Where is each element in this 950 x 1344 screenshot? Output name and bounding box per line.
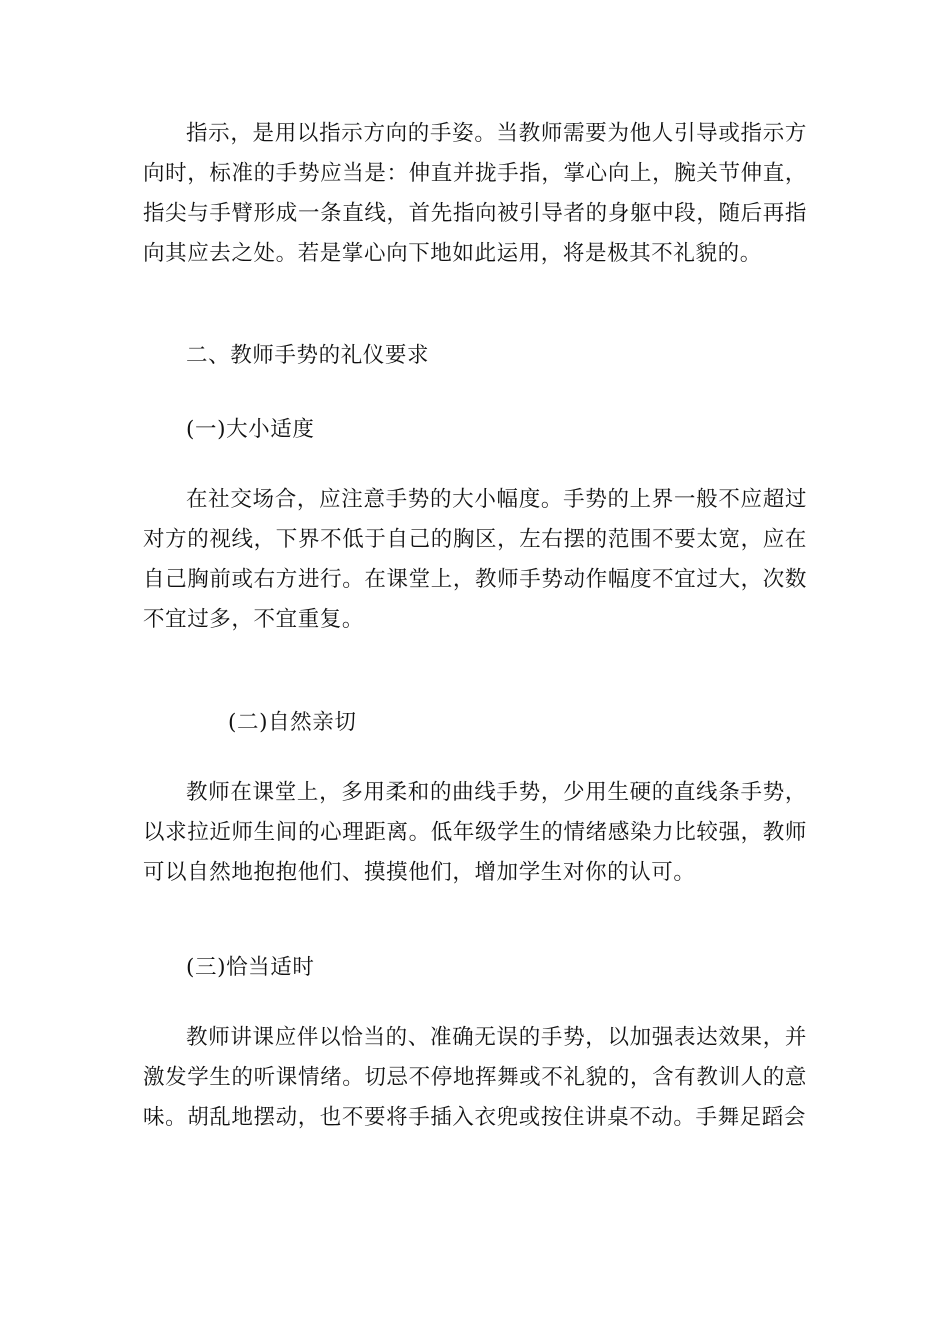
- subheading-appropriate-size: (一)大小适度: [186, 417, 315, 442]
- subheading-timely-appropriate: (三)恰当适时: [186, 955, 315, 980]
- paragraph-pointing-gesture: 指示，是用以指示方向的手姿。当教师需要为他人引导或指示方向时，标准的手势应当是：伸直并拢手指，掌心向上，腕关节伸直，指尖与手臂形成一条直线，首先指向被引导者的身躯中段，随后再指向其应去之处。若是掌心向下地如此运用，将是极其不礼貌的。: [143, 121, 807, 266]
- section-heading-teacher-gesture-etiquette: 二、教师手势的礼仪要求: [186, 343, 430, 368]
- paragraph-appropriate-size: 在社交场合，应注意手势的大小幅度。手势的上界一般不应超过对方的视线，下界不低于自己的胸区，左右摆的范围不要太宽，应在自己胸前或右方进行。在课堂上，教师手势动作幅度不宜过大，次数不宜过多，不宜重复。: [143, 487, 807, 632]
- subheading-natural-friendly: (二)自然亲切: [228, 710, 357, 735]
- paragraph-timely-appropriate: 教师讲课应伴以恰当的、准确无误的手势，以加强表达效果，并激发学生的听课情绪。切忌不停地挥舞或不礼貌的，含有教训人的意味。胡乱地摆动，也不要将手插入衣兜或按住讲桌不动。手舞足蹈会: [143, 1025, 807, 1130]
- paragraph-natural-friendly: 教师在课堂上，多用柔和的曲线手势，少用生硬的直线条手势，以求拉近师生间的心理距离。低年级学生的情绪感染力比较强，教师可以自然地抱抱他们、摸摸他们，增加学生对你的认可。: [143, 780, 807, 885]
